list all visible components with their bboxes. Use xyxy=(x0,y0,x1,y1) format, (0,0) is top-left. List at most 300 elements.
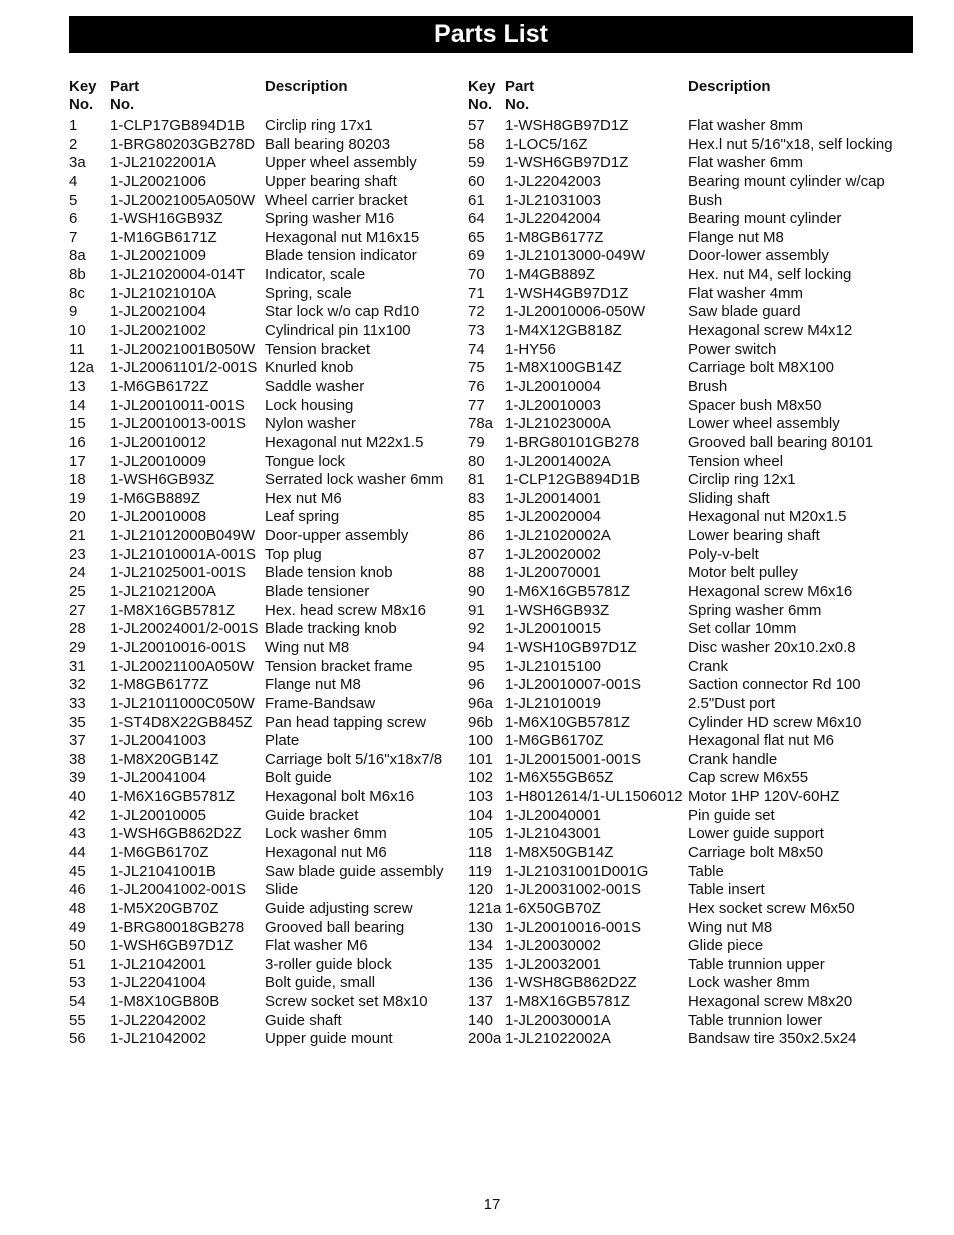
key-no-cell: 137 xyxy=(468,993,494,1011)
description-cell: Hexagonal nut M16x15 xyxy=(265,228,420,246)
description-cell: Table insert xyxy=(688,881,765,899)
description-cell: Bearing mount cylinder w/cap xyxy=(688,172,885,190)
description-cell: Spring washer M16 xyxy=(265,210,395,228)
description-cell: Hex. head screw M8x16 xyxy=(265,601,426,619)
page-title: Parts List xyxy=(434,20,548,48)
description-cell: Carriage bolt 5/16"x18x7/8 xyxy=(265,750,443,768)
description-cell: Lower guide support xyxy=(688,825,824,843)
part-no-cell: 1-JL20010016-001S xyxy=(505,918,641,936)
header-key xyxy=(468,78,496,114)
part-no-cell: 1-JL20010011-001S xyxy=(110,396,245,414)
key-no-cell: 78a xyxy=(468,415,494,433)
header-key-label: Key xyxy=(69,78,97,95)
description-cell: Tension bracket xyxy=(265,340,371,358)
part-no-cell: 1-JL20020004 xyxy=(505,508,601,526)
description-cell: Bush xyxy=(688,191,723,209)
part-no-cell: 1-JL21011000C050W xyxy=(110,694,255,712)
description-cell: Blade tensioner xyxy=(265,583,370,601)
part-no-cell: 1-JL20010008 xyxy=(110,508,206,526)
part-no-cell: 1-JL20021100A050W xyxy=(110,657,254,675)
key-no-cell: 45 xyxy=(69,862,86,880)
description-cell: Table trunnion upper xyxy=(688,955,825,973)
part-no-cell: 1-M5X20GB70Z xyxy=(110,899,219,917)
description-cell: Wheel carrier bracket xyxy=(265,191,408,209)
part-no-cell: 1-JL20030001A xyxy=(505,1011,611,1029)
part-no-cell: 1-JL21022002A xyxy=(505,1030,611,1048)
part-no-cell: 1-WSH16GB93Z xyxy=(110,210,223,228)
description-cell: Door-upper assembly xyxy=(265,527,409,545)
part-no-cell: 1-M4X12GB818Z xyxy=(505,322,622,340)
part-no-cell: 1-M6X16GB5781Z xyxy=(110,788,236,806)
part-no-cell: 1-JL20010004 xyxy=(505,377,601,395)
key-no-cell: 140 xyxy=(468,1011,494,1029)
key-no-cell: 85 xyxy=(468,508,485,526)
key-no-cell: 64 xyxy=(468,210,485,228)
description-cell: Lower wheel assembly xyxy=(688,415,840,433)
description-cell: Lock washer 8mm xyxy=(688,974,810,992)
part-no-cell: 1-ST4D8X22GB845Z xyxy=(110,713,253,731)
part-no-cell: 1-LOC5/16Z xyxy=(505,135,588,153)
key-no-cell: 96 xyxy=(468,676,485,694)
key-no-cell: 88 xyxy=(468,564,485,582)
description-cell: Lower bearing shaft xyxy=(688,527,820,545)
part-no-cell: 1-6X50GB70Z xyxy=(505,899,601,917)
key-no-cell: 100 xyxy=(468,732,494,750)
part-no-cell: 1-JL20021004 xyxy=(110,303,206,321)
part-no-cell: 1-JL20041004 xyxy=(110,769,206,787)
key-no-cell: 96a xyxy=(468,694,494,712)
part-no-cell: 1-JL21020002A xyxy=(505,527,611,545)
description-cell: Hexagonal screw M8x20 xyxy=(688,993,853,1011)
part-no-cell: 1-JL21043001 xyxy=(505,825,601,843)
key-no-cell: 118 xyxy=(468,843,492,861)
key-no-cell: 31 xyxy=(69,657,86,675)
description-cell: Pan head tapping screw xyxy=(265,713,426,731)
description-cell: Lock washer 6mm xyxy=(265,825,387,843)
key-no-cell: 104 xyxy=(468,806,494,824)
part-no-cell: 1-M6GB6170Z xyxy=(505,732,604,750)
description-cell: Saw blade guard xyxy=(688,303,801,321)
description-cell: Spring, scale xyxy=(265,284,352,302)
part-no-cell: 1-JL20021002 xyxy=(110,322,206,340)
key-no-cell: 54 xyxy=(69,993,86,1011)
part-no-cell: 1-JL20015001-001S xyxy=(505,750,641,768)
description-cell: Upper guide mount xyxy=(265,1030,393,1048)
description-cell: Crank handle xyxy=(688,750,778,768)
description-cell: Leaf spring xyxy=(265,508,340,526)
part-no-cell: 1-JL22042004 xyxy=(505,210,601,228)
key-no-cell: 58 xyxy=(468,135,485,153)
key-no-cell: 24 xyxy=(69,564,86,582)
header-no-label: No. xyxy=(69,96,94,113)
part-no-cell: 1-JL21023000A xyxy=(505,415,611,433)
part-no-cell: 1-M6X10GB5781Z xyxy=(505,713,631,731)
description-cell: Star lock w/o cap Rd10 xyxy=(265,303,420,321)
description-cell: Blade tension knob xyxy=(265,564,393,582)
description-cell: Flange nut M8 xyxy=(265,676,361,694)
description-cell: Table xyxy=(688,862,724,880)
key-no-cell: 91 xyxy=(468,601,485,619)
part-no-cell: 1-JL20010015 xyxy=(505,620,601,638)
key-no-cell: 19 xyxy=(69,489,86,507)
part-no-cell: 1-JL20041002-001S xyxy=(110,881,246,899)
description-cell: Motor 1HP 120V-60HZ xyxy=(688,788,840,806)
key-no-cell: 10 xyxy=(69,322,86,340)
description-cell: Bolt guide, small xyxy=(265,974,376,992)
part-no-cell: 1-WSH10GB97D1Z xyxy=(505,638,637,656)
description-cell: Guide shaft xyxy=(265,1011,342,1029)
key-no-cell: 38 xyxy=(69,750,86,768)
part-no-cell: 1-WSH4GB97D1Z xyxy=(505,284,629,302)
part-no-cell: 1-JL21013000-049W xyxy=(505,247,646,265)
key-no-cell: 79 xyxy=(468,433,485,451)
part-no-cell: 1-JL20014001 xyxy=(505,489,601,507)
description-cell: Grooved ball bearing 80101 xyxy=(688,433,874,451)
part-no-cell: 1-JL20021005A050W xyxy=(110,191,256,209)
key-no-cell: 72 xyxy=(468,303,485,321)
key-no-cell: 9 xyxy=(69,303,78,321)
part-no-cell: 1-JL21010001A-001S xyxy=(110,545,256,563)
key-no-cell: 35 xyxy=(69,713,86,731)
key-no-cell: 55 xyxy=(69,1011,86,1029)
part-no-cell: 1-JL20021006 xyxy=(110,172,206,190)
part-no-cell: 1-M16GB6171Z xyxy=(110,228,217,246)
part-no-cell: 1-JL20021009 xyxy=(110,247,206,265)
description-cell: Bolt guide xyxy=(265,769,332,787)
part-no-cell: 1-JL21010019 xyxy=(505,694,601,712)
part-no-cell: 1-JL21012000B049W xyxy=(110,527,256,545)
part-no-cell: 1-JL20014002A xyxy=(505,452,611,470)
description-cell: Hex nut M6 xyxy=(265,489,342,507)
part-no-cell: 1-JL20021001B050W xyxy=(110,340,256,358)
key-no-cell: 23 xyxy=(69,545,86,563)
part-no-cell: 1-JL21022001A xyxy=(110,154,216,172)
key-no-cell: 5 xyxy=(69,191,78,209)
key-no-cell: 80 xyxy=(468,452,485,470)
header-description: Description xyxy=(688,78,771,95)
part-no-cell: 1-JL22041004 xyxy=(110,974,206,992)
part-no-cell: 1-JL20031002-001S xyxy=(505,881,641,899)
key-no-cell: 29 xyxy=(69,638,86,656)
description-cell: Flange nut M8 xyxy=(688,228,784,246)
key-no-cell: 7 xyxy=(69,228,78,246)
part-no-cell: 1-M8X16GB5781Z xyxy=(110,601,236,619)
part-no-cell: 1-JL21042001 xyxy=(110,955,206,973)
part-no-cell: 1-M6X55GB65Z xyxy=(505,769,614,787)
description-cell: Upper bearing shaft xyxy=(265,172,397,190)
key-no-cell: 59 xyxy=(468,154,485,172)
key-no-cell: 60 xyxy=(468,172,485,190)
part-no-cell: 1-JL20010005 xyxy=(110,806,206,824)
key-no-cell: 40 xyxy=(69,788,86,806)
key-no-cell: 25 xyxy=(69,583,86,601)
key-no-cell: 69 xyxy=(468,247,485,265)
key-no-cell: 73 xyxy=(468,322,485,340)
header-description: Description xyxy=(265,78,348,95)
description-cell: Serrated lock washer 6mm xyxy=(265,471,444,489)
key-no-cell: 4 xyxy=(69,172,78,190)
key-no-cell: 49 xyxy=(69,918,86,936)
part-no-cell: 1-JL20041003 xyxy=(110,732,206,750)
part-no-cell: 1-M8X20GB14Z xyxy=(110,750,219,768)
part-no-cell: 1-JL22042002 xyxy=(110,1011,206,1029)
description-cell: Lock housing xyxy=(265,396,354,414)
part-no-cell: 1-M8X16GB5781Z xyxy=(505,993,631,1011)
key-no-cell: 8a xyxy=(69,247,86,265)
description-cell: Hexagonal nut M22x1.5 xyxy=(265,433,424,451)
description-cell: Circlip ring 12x1 xyxy=(688,471,796,489)
description-cell: Ball bearing 80203 xyxy=(265,135,391,153)
part-no-cell: 1-WSH6GB97D1Z xyxy=(110,937,234,955)
part-no-cell: 1-M6GB889Z xyxy=(110,489,201,507)
key-no-cell: 42 xyxy=(69,806,86,824)
part-no-cell: 1-JL20024001/2-001S xyxy=(110,620,259,638)
key-no-cell: 83 xyxy=(468,489,485,507)
key-no-cell: 2 xyxy=(69,135,78,153)
key-no-cell: 61 xyxy=(468,191,485,209)
key-no-cell: 17 xyxy=(69,452,86,470)
key-no-cell: 32 xyxy=(69,676,86,694)
description-cell: Cylindrical pin 11x100 xyxy=(265,322,411,340)
description-cell: Saw blade guide assembly xyxy=(265,862,444,880)
description-cell: Wing nut M8 xyxy=(688,918,773,936)
key-no-cell: 48 xyxy=(69,899,86,917)
description-cell: Door-lower assembly xyxy=(688,247,829,265)
description-cell: Disc washer 20x10.2x0.8 xyxy=(688,638,856,656)
part-no-cell: 1-JL21031003 xyxy=(505,191,601,209)
key-no-cell: 71 xyxy=(468,284,485,302)
part-no-cell: 1-JL20070001 xyxy=(505,564,601,582)
key-no-cell: 135 xyxy=(468,955,494,973)
header-key xyxy=(69,78,97,114)
key-no-cell: 87 xyxy=(468,545,485,563)
part-no-cell: 1-JL21041001B xyxy=(110,862,216,880)
part-no-cell: 1-M8GB6177Z xyxy=(110,676,209,694)
part-no-cell: 1-WSH6GB93Z xyxy=(505,601,610,619)
description-cell: Hexagonal screw M4x12 xyxy=(688,322,853,340)
page-number: 17 xyxy=(483,1196,501,1213)
part-no-cell: 1-M8GB6177Z xyxy=(505,228,604,246)
description-cell: Tongue lock xyxy=(265,452,346,470)
key-no-cell: 33 xyxy=(69,694,86,712)
description-cell: Screw socket set M8x10 xyxy=(265,993,428,1011)
description-cell: Cap screw M6x55 xyxy=(688,769,809,787)
description-cell: Cylinder HD screw M6x10 xyxy=(688,713,862,731)
key-no-cell: 94 xyxy=(468,638,485,656)
key-no-cell: 11 xyxy=(69,340,85,358)
description-cell: Brush xyxy=(688,377,728,395)
key-no-cell: 6 xyxy=(69,210,78,228)
part-no-cell: 1-M6GB6172Z xyxy=(110,377,209,395)
description-cell: Flat washer 6mm xyxy=(688,154,804,172)
description-cell: Circlip ring 17x1 xyxy=(265,117,373,134)
key-no-cell: 200a xyxy=(468,1030,502,1048)
description-cell: Power switch xyxy=(688,340,777,358)
part-no-cell: 1-JL20010007-001S xyxy=(505,676,641,694)
key-no-cell: 50 xyxy=(69,937,86,955)
key-no-cell: 28 xyxy=(69,620,86,638)
key-no-cell: 3a xyxy=(69,154,86,172)
description-cell: Indicator, scale xyxy=(265,266,366,284)
key-no-cell: 56 xyxy=(69,1030,86,1048)
key-no-cell: 119 xyxy=(468,862,492,880)
header-part-no: Part No. xyxy=(505,78,535,113)
header-no-label: No. xyxy=(468,96,493,113)
part-no-cell: 1-JL21021200A xyxy=(110,583,216,601)
part-no-cell: 1-BRG80203GB278D xyxy=(110,135,256,153)
description-cell: Nylon washer xyxy=(265,415,356,433)
part-no-cell: 1-BRG80018GB278 xyxy=(110,918,245,936)
part-no-cell: 1-JL20030002 xyxy=(505,937,601,955)
part-no-cell: 1-HY56 xyxy=(505,340,556,358)
part-no-cell: 1-JL20020002 xyxy=(505,545,601,563)
key-no-cell: 120 xyxy=(468,881,494,899)
page-title-bar xyxy=(69,16,913,53)
part-no-cell: 1-JL21020004-014T xyxy=(110,266,246,284)
description-cell: Sliding shaft xyxy=(688,489,770,507)
key-no-cell: 8b xyxy=(69,266,86,284)
description-cell: Frame-Bandsaw xyxy=(265,694,376,712)
description-cell: Plate xyxy=(265,732,300,750)
key-no-cell: 8c xyxy=(69,284,85,302)
description-cell: Bandsaw tire 350x2.5x24 xyxy=(688,1030,857,1048)
key-no-cell: 39 xyxy=(69,769,86,787)
key-no-cell: 18 xyxy=(69,471,86,489)
key-no-cell: 16 xyxy=(69,433,86,451)
part-no-cell: 1-WSH6GB97D1Z xyxy=(505,154,629,172)
key-no-cell: 86 xyxy=(468,527,485,545)
part-no-cell: 1-JL20010006-050W xyxy=(505,303,646,321)
key-no-cell: 74 xyxy=(468,340,485,358)
part-no-cell: 1-JL20010009 xyxy=(110,452,206,470)
description-cell: Tension bracket frame xyxy=(265,657,413,675)
description-cell: Grooved ball bearing xyxy=(265,918,405,936)
key-no-cell: 12a xyxy=(69,359,95,377)
description-cell: Hexagonal flat nut M6 xyxy=(688,732,834,750)
header-part-no: Part No. xyxy=(110,78,140,113)
key-no-cell: 76 xyxy=(468,377,485,395)
key-no-cell: 96b xyxy=(468,713,494,731)
description-cell: Saddle washer xyxy=(265,377,365,395)
key-no-cell: 105 xyxy=(468,825,494,843)
description-cell: Blade tension indicator xyxy=(265,247,417,265)
key-no-cell: 14 xyxy=(69,396,86,414)
description-cell: Guide bracket xyxy=(265,806,359,824)
description-cell: Top plug xyxy=(265,545,322,563)
description-cell: Flat washer 8mm xyxy=(688,117,804,134)
description-cell: Flat washer 4mm xyxy=(688,284,804,302)
key-no-cell: 77 xyxy=(468,396,485,414)
key-no-cell: 37 xyxy=(69,732,86,750)
part-no-cell: 1-WSH8GB862D2Z xyxy=(505,974,637,992)
key-no-cell: 65 xyxy=(468,228,485,246)
description-cell: Set collar 10mm xyxy=(688,620,797,638)
key-no-cell: 130 xyxy=(468,918,494,936)
part-no-cell: 1-JL20010016-001S xyxy=(110,638,246,656)
key-no-cell: 15 xyxy=(69,415,86,433)
part-no-cell: 1-M6X16GB5781Z xyxy=(505,583,631,601)
key-no-cell: 101 xyxy=(468,750,494,768)
part-no-cell: 1-WSH6GB93Z xyxy=(110,471,215,489)
part-no-cell: 1-CLP12GB894D1B xyxy=(505,471,641,489)
key-no-cell: 21 xyxy=(69,527,86,545)
description-cell: Table trunnion lower xyxy=(688,1011,823,1029)
description-cell: Blade tracking knob xyxy=(265,620,397,638)
description-cell: Hex. nut M4, self locking xyxy=(688,266,852,284)
description-cell: Glide piece xyxy=(688,937,764,955)
part-no-cell: 1-JL20040001 xyxy=(505,806,601,824)
key-no-cell: 95 xyxy=(468,657,485,675)
key-no-cell: 121a xyxy=(468,899,502,917)
description-cell: Motor belt pulley xyxy=(688,564,799,582)
key-no-cell: 46 xyxy=(69,881,86,899)
key-no-cell: 44 xyxy=(69,843,86,861)
part-no-cell: 1-BRG80101GB278 xyxy=(505,433,640,451)
key-no-cell: 43 xyxy=(69,825,86,843)
description-cell: Hex.l nut 5/16"x18, self locking xyxy=(688,135,893,153)
part-no-cell: 1-JL20061101/2-001S xyxy=(110,359,258,377)
description-cell: 3-roller guide block xyxy=(265,955,392,973)
part-no-cell: 1-M6GB6170Z xyxy=(110,843,209,861)
description-cell: Knurled knob xyxy=(265,359,354,377)
key-no-cell: 75 xyxy=(468,359,485,377)
part-no-cell: 1-JL22042003 xyxy=(505,172,601,190)
key-no-cell: 51 xyxy=(69,955,86,973)
part-no-cell: 1-JL20032001 xyxy=(505,955,601,973)
description-cell: Flat washer M6 xyxy=(265,937,368,955)
description-cell: Hexagonal screw M6x16 xyxy=(688,583,853,601)
description-cell: Slide xyxy=(265,881,299,899)
part-no-cell: 1-JL21021010A xyxy=(110,284,216,302)
part-no-cell: 1-M8X50GB14Z xyxy=(505,843,614,861)
description-cell: Carriage bolt M8x50 xyxy=(688,843,824,861)
part-no-cell: 1-JL20010003 xyxy=(505,396,601,414)
header-key-label: Key xyxy=(468,78,496,95)
key-no-cell: 13 xyxy=(69,377,86,395)
description-cell: Hexagonal nut M6 xyxy=(265,843,387,861)
description-cell: Hex socket screw M6x50 xyxy=(688,899,855,917)
part-no-cell: 1-JL21025001-001S xyxy=(110,564,246,582)
part-no-cell: 1-WSH8GB97D1Z xyxy=(505,117,629,134)
description-cell: Wing nut M8 xyxy=(265,638,350,656)
description-cell: 2.5"Dust port xyxy=(688,694,776,712)
part-no-cell: 1-CLP17GB894D1B xyxy=(110,117,246,134)
part-no-cell: 1-H8012614/1-UL1506012 xyxy=(505,788,683,806)
description-cell: Poly-v-belt xyxy=(688,545,759,563)
description-cell: Tension wheel xyxy=(688,452,784,470)
key-no-cell: 70 xyxy=(468,266,485,284)
part-no-cell: 1-M8X100GB14Z xyxy=(505,359,622,377)
key-no-cell: 27 xyxy=(69,601,86,619)
key-no-cell: 1 xyxy=(69,117,78,134)
part-no-cell: 1-M8X10GB80B xyxy=(110,993,220,1011)
part-no-cell: 1-WSH6GB862D2Z xyxy=(110,825,242,843)
part-no-cell: 1-JL21042002 xyxy=(110,1030,206,1048)
description-cell: Carriage bolt M8X100 xyxy=(688,359,834,377)
key-no-cell: 53 xyxy=(69,974,86,992)
description-cell: Spacer bush M8x50 xyxy=(688,396,822,414)
description-cell: Pin guide set xyxy=(688,806,775,824)
key-no-cell: 81 xyxy=(468,471,485,489)
part-no-cell: 1-JL20010012 xyxy=(110,433,206,451)
key-no-cell: 102 xyxy=(468,769,494,787)
part-no-cell: 1-M4GB889Z xyxy=(505,266,596,284)
description-cell: Crank xyxy=(688,657,729,675)
key-no-cell: 20 xyxy=(69,508,86,526)
key-no-cell: 90 xyxy=(468,583,485,601)
description-cell: Hexagonal nut M20x1.5 xyxy=(688,508,847,526)
description-cell: Spring washer 6mm xyxy=(688,601,822,619)
